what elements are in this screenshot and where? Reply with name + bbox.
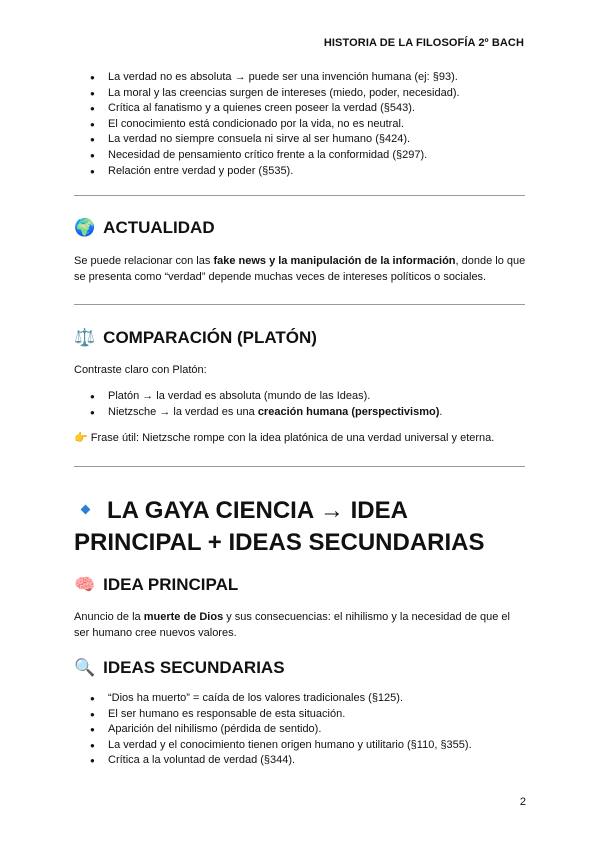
actualidad-heading [74, 218, 215, 238]
page-header: HISTORIA DE LA FILOSOFÍA 2º BACH [323, 37, 524, 49]
comparacion-list [90, 389, 442, 420]
list-item: ● “Dios ha muerto” = caída de los valores tradicionales (§125). [90, 691, 472, 707]
list-item: ● La verdad y el conocimiento tienen origen humano y utilitario (§110, §355). [90, 738, 472, 754]
paragraph-text: y sus consecuencias: el nihilismo y la necesidad de que el ser humano cree nuevos valores. [74, 611, 510, 639]
comparacion-intro: Contraste claro con Platón: [74, 364, 207, 376]
list-item: ● Platón → la verdad es absoluta (mundo de las Ideas). [90, 389, 442, 405]
title-line: LA GAYA CIENCIA → IDEA [107, 497, 408, 524]
list-item: ● La verdad no es absoluta → puede ser una invención humana (ej: §93). [90, 70, 460, 86]
paragraph-text: Anuncio de la [74, 611, 144, 623]
list-item: ● Crítica al fanatismo y a quienes creen poseer la verdad (§543). [90, 101, 460, 117]
comparacion-title: COMPARACIÓN (PLATÓN) [103, 328, 317, 347]
list-item [90, 405, 442, 421]
pointing-hand-icon: 👉 [74, 432, 88, 444]
useful-phrase [74, 430, 526, 446]
actualidad-paragraph [74, 253, 526, 285]
list-item-text: . [439, 405, 443, 418]
comparacion-heading [74, 328, 317, 348]
paragraph-text: , donde lo que se presenta como “verdad” depende muchas veces de intereses políticos o sociales. [74, 255, 526, 283]
list-item: ● Crítica a la voluntad de verdad (§344). [90, 753, 472, 769]
section-divider [74, 304, 525, 305]
list-item: ● La moral y las creencias surgen de intereses (miedo, poder, necesidad). [90, 86, 460, 102]
list-item: ● Relación entre verdad y poder (§535). [90, 164, 460, 180]
idea-principal-heading [74, 575, 238, 595]
actualidad-title: ACTUALIDAD [103, 218, 215, 237]
globe-icon: 🌍 [74, 218, 96, 237]
paragraph-bold: fake news y la manipulación de la información [213, 255, 456, 267]
list-item-text: Nietzsche → la verdad es una [108, 405, 258, 418]
ideas-secundarias-title: IDEAS SECUNDARIAS [103, 658, 285, 677]
paragraph-text: Se puede relacionar con las [74, 255, 214, 267]
paragraph-bold: muerte de Dios [143, 611, 224, 623]
page-number: 2 [519, 796, 526, 808]
list-item: ● El conocimiento está condicionado por la vida, no es neutral. [90, 117, 460, 133]
blue-diamond-icon [81, 505, 91, 515]
idea-principal-title: IDEA PRINCIPAL [103, 575, 239, 594]
list-item: ● El ser humano es responsable de esta situación. [90, 707, 472, 723]
section-divider [74, 195, 525, 196]
idea-principal-paragraph [74, 609, 526, 641]
list-item: ● Necesidad de pensamiento crítico frente a la conformidad (§297). [90, 148, 460, 164]
list-item: ● Aparición del nihilismo (pérdida de sentido). [90, 722, 472, 738]
gaya-ciencia-title [74, 495, 485, 559]
scales-icon: ⚖️ [74, 328, 96, 347]
ideas-secundarias-heading [74, 658, 285, 678]
brain-icon: 🧠 [74, 575, 96, 594]
magnifier-icon: 🔍 [74, 658, 96, 677]
section-divider [74, 466, 525, 467]
list-item: ● La verdad no siempre consuela ni sirve al ser humano (§424). [90, 132, 460, 148]
title-line: PRINCIPAL + IDEAS SECUNDARIAS [74, 529, 485, 556]
useful-phrase-text: Frase útil: Nietzsche rompe con la idea platónica de una verdad universal y eterna. [90, 432, 495, 444]
ideas-secundarias-list [90, 691, 472, 769]
list-item-bold: creación humana (perspectivismo) [257, 405, 440, 418]
top-bullet-list [90, 70, 460, 179]
